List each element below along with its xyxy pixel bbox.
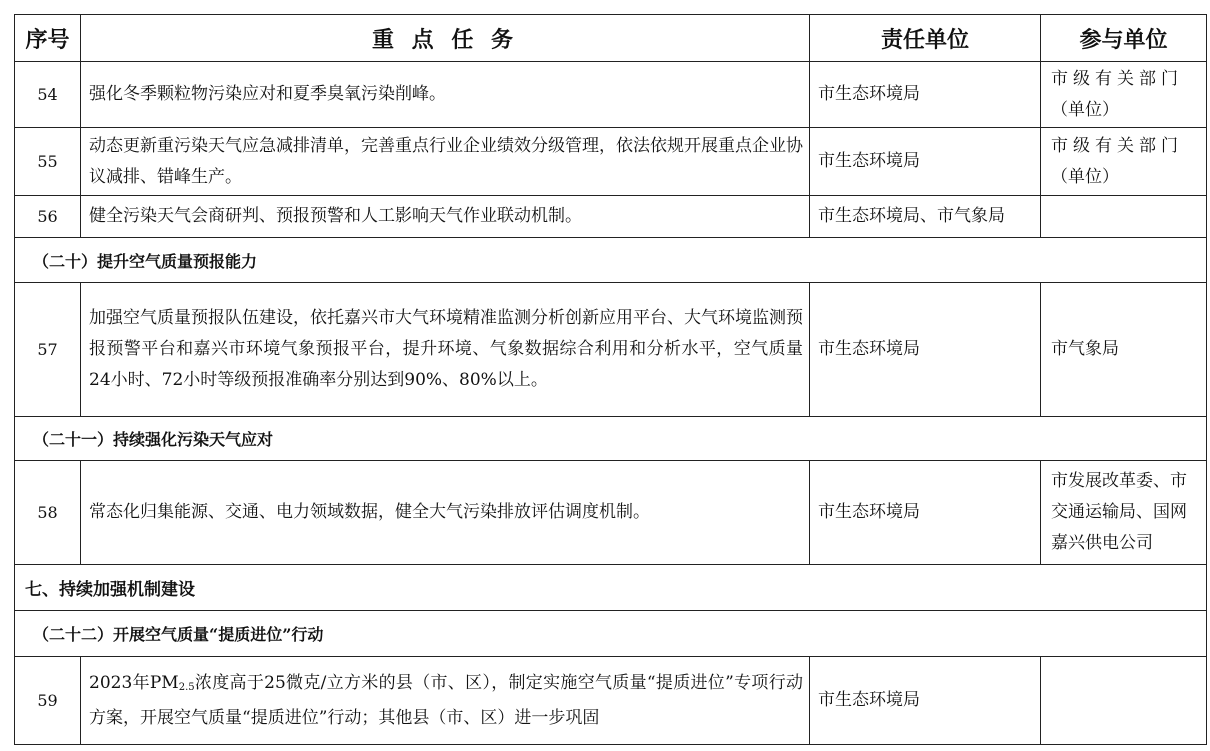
header-part: 参与单位	[1041, 15, 1207, 62]
row-task-pre: 2023年PM	[89, 672, 179, 693]
row-part-line2: （单位）	[1051, 166, 1119, 187]
row-task-post: 浓度高于25微克/立方米的县（市、区），制定实施空气质量“提质进位”专项行动方案，开展空气质量“提质进位”行动；其他县（市、区）进一步巩固	[89, 672, 803, 728]
row-part-line1: 市级有关部门	[1051, 68, 1183, 89]
row-task: 常态化归集能源、交通、电力领域数据，健全大气污染排放评估调度机制。	[81, 461, 810, 565]
row-part	[1041, 657, 1207, 745]
table-row	[15, 196, 1207, 238]
row-part	[1041, 196, 1207, 238]
table-row	[15, 657, 1207, 745]
row-task-subscript: 2.5	[178, 681, 195, 693]
row-num: 58	[15, 461, 81, 565]
header-num: 序号	[15, 15, 81, 62]
row-num: 56	[15, 196, 81, 238]
row-resp: 市生态环境局	[810, 283, 1041, 417]
row-part: 市气象局	[1041, 283, 1207, 417]
row-part	[1041, 128, 1207, 196]
row-resp: 市生态环境局、市气象局	[810, 196, 1041, 238]
row-part	[1041, 62, 1207, 128]
subsection-row	[15, 611, 1207, 657]
header-row	[15, 15, 1207, 62]
row-task: 加强空气质量预报队伍建设，依托嘉兴市大气环境精准监测分析创新应用平台、大气环境监测预报预警平台和嘉兴市环境气象预报平台，提升环境、气象数据综合利用和分析水平，空气质量24小时、72小时等级预报准确率分别达到90%、80%以上。	[81, 283, 810, 417]
row-part: 市发展改革委、市交通运输局、国网嘉兴供电公司	[1041, 461, 1207, 565]
task-table	[14, 14, 1207, 745]
header-resp: 责任单位	[810, 15, 1041, 62]
table-row	[15, 62, 1207, 128]
row-resp: 市生态环境局	[810, 128, 1041, 196]
table-row	[15, 283, 1207, 417]
row-num: 54	[15, 62, 81, 128]
row-part-line2: （单位）	[1051, 99, 1119, 120]
table-row	[15, 128, 1207, 196]
row-num: 55	[15, 128, 81, 196]
subsection-title: （二十）提升空气质量预报能力	[15, 238, 1207, 283]
subsection-title: （二十二）开展空气质量“提质进位”行动	[15, 611, 1207, 657]
subsection-row	[15, 417, 1207, 461]
section-title: 七、持续加强机制建设	[15, 565, 1207, 611]
table-row	[15, 461, 1207, 565]
row-resp: 市生态环境局	[810, 461, 1041, 565]
row-task	[81, 657, 810, 745]
row-num: 59	[15, 657, 81, 745]
row-task: 动态更新重污染天气应急减排清单，完善重点行业企业绩效分级管理，依法依规开展重点企业协议减排、错峰生产。	[81, 128, 810, 196]
row-resp: 市生态环境局	[810, 657, 1041, 745]
subsection-row	[15, 238, 1207, 283]
header-task: 重 点 任 务	[81, 15, 810, 62]
row-task: 健全污染天气会商研判、预报预警和人工影响天气作业联动机制。	[81, 196, 810, 238]
row-part-line1: 市级有关部门	[1051, 135, 1183, 156]
section-row	[15, 565, 1207, 611]
row-num: 57	[15, 283, 81, 417]
row-task: 强化冬季颗粒物污染应对和夏季臭氧污染削峰。	[81, 62, 810, 128]
row-resp: 市生态环境局	[810, 62, 1041, 128]
subsection-title: （二十一）持续强化污染天气应对	[15, 417, 1207, 461]
